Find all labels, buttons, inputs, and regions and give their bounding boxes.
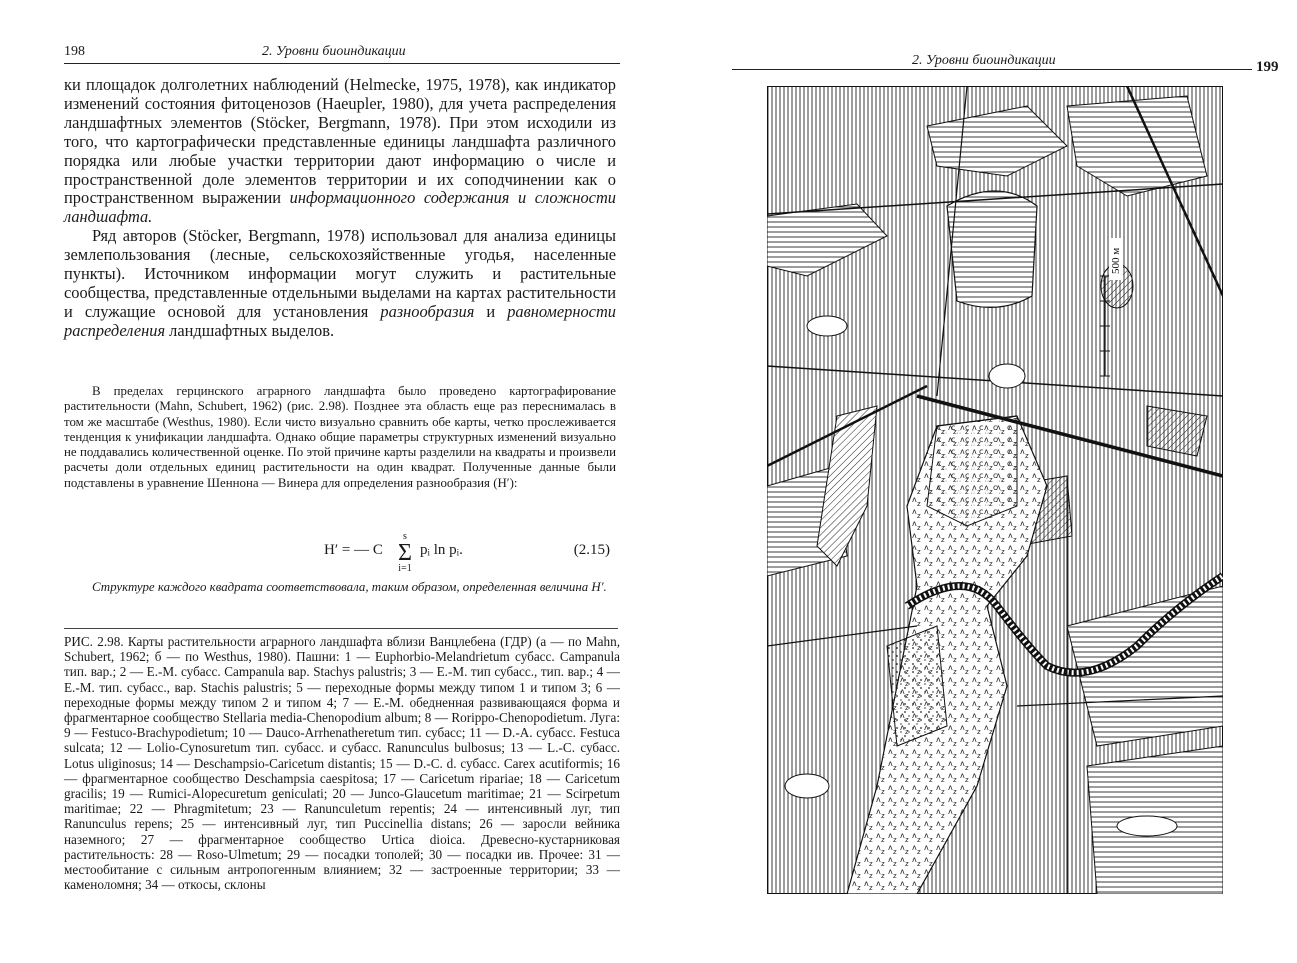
patch-3 [1117, 816, 1177, 836]
paragraph-1-emphasis: информационного содержания и сложности ландшафта. [64, 188, 616, 227]
right-page [650, 0, 1297, 963]
vegetation-map [767, 86, 1223, 894]
village-zone [927, 416, 1017, 526]
small-paragraph [64, 384, 616, 491]
page-number-right: 199 [1256, 59, 1279, 75]
after-formula [64, 580, 616, 595]
paragraph-2-emphasis-2: равномерности распределения [64, 301, 616, 340]
caption-rule [64, 628, 618, 629]
scale-label: 500 м [1110, 247, 1122, 274]
patch-2 [989, 364, 1025, 388]
header-rule [64, 63, 620, 64]
header-rule-right [732, 69, 1252, 70]
paragraph-2 [64, 227, 616, 340]
main-text [64, 76, 616, 341]
patch-4 [785, 774, 829, 798]
field-c-hatch [947, 191, 1037, 307]
running-head: 2. Уровни биоиндикации [262, 44, 406, 59]
shannon-formula [324, 532, 494, 572]
figure-caption [64, 634, 620, 892]
page-number: 198 [64, 44, 85, 59]
summation [394, 532, 416, 574]
paragraph-1-text: ки площадок долголетних наблюдений (Helmecke, 1975, 1978), как индикатор изменений состояния фитоценозов (Haeupler, 1980), для учета распределения ландшафтных элементов (Stöcker, Bergmann, 1978). При этом исходили из того, что картографически представленные единицы ландшафта различного порядка или любые участки территории дают информацию о числе и пространственной доле элементов территории и их соподчинении как о пространственном выражении [64, 75, 616, 208]
figure-caption-text: РИС. 2.98. Карты растительности аграрного ландшафта вблизи Ванцлебена (ГДР) (а — по Mahn, Schubert, 1962; б — по Westhus, 1980). Пашни: 1 — Euphorbio-Melandrietum субасс. Campanula тип. вар.; 2 — E.-M. субасс. Campanula вар. Stachys palustris; 3 — E.-M. тип субасс., тип. вар.; 4 — E.-M. тип. субасс., вар. Stachis palustris; 5 — переходные формы между типом 1 и типом 3; 6 — переходные формы между типом 2 и типом 4; 7 — E.-M. обедненная развивающаяся форма и фрагментарное сообщество Stellaria media-Chenopodium album; 8 — Rorippo-Chenopodietum. Луга: 9 — Festuco-Brachypodietum; 10 — Dauco-Arrhenatheretum тип. субасс; 11 — D.-A. субасс. Festuca sulcata; 12 — Lolio-Cynosuretum тип. субасс. и субасс. Ranunculus bulbosus; 13 — L.-C. субасс. Lotus uliginosus; 14 — Deschampsio-Caricetum distantis; 15 — D.-C. d. субасс. Carex acutiformis; 16 — фрагментарное сообщество Deschampsia caespitosa; 17 — Caricetum ripariae; 18 — Caricetum gracilis; 19 — Rumici-Alopecuretum geniculati; 20 — Junco-Glaucetum maritimae; 21 — Scirpetum maritimae; 22 — Phragmitetum; 23 — Ranunculetum repentis; 24 — интенсивный луг, тип Ranunculus repens; 25 — интенсивный луг, тип Puccinellia distans; 26 — заросли вейника наземного; 27 — фрагментарное сообщество Urtica dioica. Древесно-кустарниковая растительность: 28 — Roso-Ulmetum; 29 — посадки тополей; 30 — посадки ив. Прочее: 31 — местообитание с сильным антропогенным влиянием; 32 — застроенные территории; 33 — каменоломня; 34 — откосы, склоны [64, 634, 620, 893]
paragraph-2-text: Ряд авторов (Stöcker, Bergmann, 1978) использовал для анализа единицы землепользования (лесные, сельскохозяйственные угодья, населенные пункты). Источником информации могут служить и растительные сообщества, представленные отдельными выделами на картах растительности и служащие основой для установления [64, 226, 616, 321]
paragraph-2-emphasis-1: разнообразия [380, 301, 475, 321]
sum-upper-limit: s [403, 531, 407, 542]
patch-1 [807, 316, 847, 336]
formula-rhs: pᵢ ln pᵢ. [420, 542, 463, 558]
paragraph-2-end: ландшафтных выделов. [169, 320, 335, 340]
paragraph-2-conjunction: и [486, 301, 496, 321]
formula-lhs: H′ = — C [324, 542, 383, 558]
equation-2-15 [64, 528, 616, 574]
equation-number: (2.15) [573, 542, 610, 558]
running-head-right: 2. Уровни биоиндикации [912, 53, 1056, 68]
paragraph-1 [64, 76, 616, 227]
sum-lower-limit: i=1 [398, 563, 412, 574]
dotted-zone [887, 626, 947, 746]
after-formula-text: Структуре каждого квадрата соответствовала, таким образом, определенная величина H′. [92, 580, 607, 594]
sum-symbol: Σ [398, 540, 412, 566]
small-paragraph-text: В пределах герцинского аграрного ландшафта было проведено картографирование растительности (Mahn, Schubert, 1962) (рис. 2.98). Позднее эта область еще раз переснималась в том же масштабе (Westhus, 1980). Если чисто визуально сравнить обе карты, четко прослеживается тенденция к унификации ландшафта. Однако общие параметры структурных изменений визуально не поддавались количественной оценке. По этой причине карты разделили на квадраты и произвели расчеты доли отдельных единиц растительности на один квадрат. Полученные данные были подставлены в уравнение Шеннона — Винера для определения разнообразия (H′): [64, 384, 616, 490]
